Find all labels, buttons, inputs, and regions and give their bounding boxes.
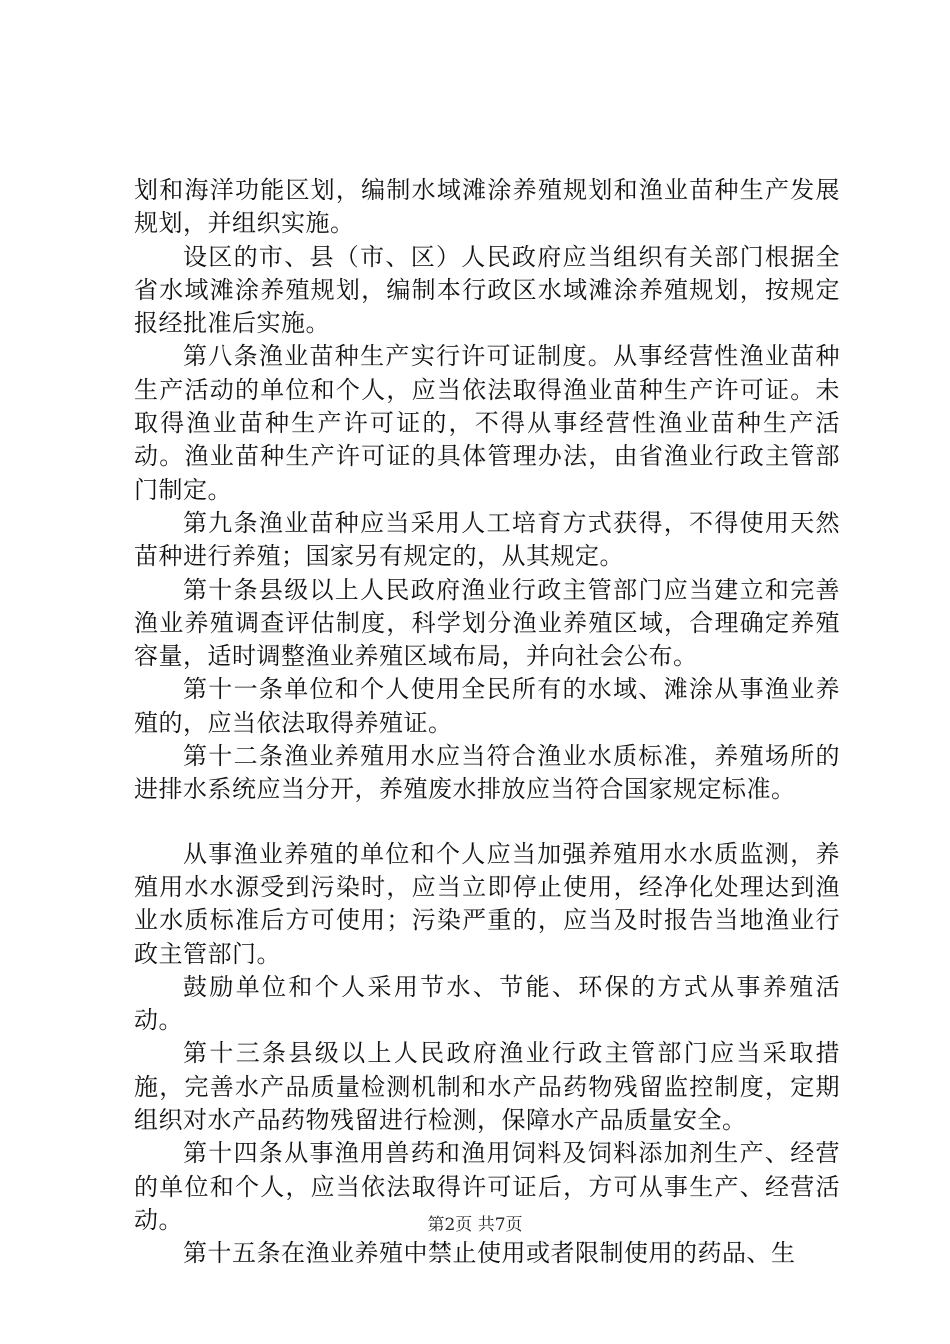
article-11: 第十一条单位和个人使用全民所有的水域、滩涂从事渔业养殖的，应当依法取得养殖证。: [134, 675, 840, 737]
paragraph-gap: [134, 807, 840, 838]
article-14: 第十四条从事渔用兽药和渔用饲料及饲料添加剂生产、经营的单位和个人，应当依法取得许可证后，方可从事生产、经营活动。: [134, 1139, 840, 1234]
paragraph: 设区的市、县（市、区）人民政府应当组织有关部门根据全省水域滩涂养殖规划，编制本行政区水域滩涂养殖规划，按规定报经批准后实施。: [134, 242, 840, 338]
article-9: 第九条渔业苗种应当采用人工培育方式获得，不得使用天然苗种进行养殖；国家另有规定的，从其规定。: [134, 508, 840, 571]
article-10: 第十条县级以上人民政府渔业行政主管部门应当建立和完善渔业养殖调查评估制度，科学划分渔业养殖区域，合理确定养殖容量，适时调整渔业养殖区域布局，并向社会公布。: [134, 575, 840, 671]
article-12: 第十二条渔业养殖用水应当符合渔业水质标准，养殖场所的进排水系统应当分开，养殖废水排放应当符合国家规定标准。: [134, 742, 840, 804]
paragraph: 从事渔业养殖的单位和个人应当加强养殖用水水质监测，养殖用水水源受到污染时，应当立即停止使用，经净化处理达到渔业水质标准后方可使用；污染严重的，应当及时报告当地渔业行政主管部门。: [134, 839, 840, 968]
article-15: 第十五条在渔业养殖中禁止使用或者限制使用的药品、生: [183, 1239, 796, 1268]
article-8: 第八条渔业苗种生产实行许可证制度。从事经营性渔业苗种生产活动的单位和个人，应当依法取得渔业苗种生产许可证。未取得渔业苗种生产许可证的，不得从事经营性渔业苗种生产活动。渔业苗种生产许可证的具体管理办法，由省渔业行政主管部门制定。: [134, 342, 840, 504]
document-body: [134, 174, 840, 1271]
article-13: 第十三条县级以上人民政府渔业行政主管部门应当采取措施，完善水产品质量检测机制和水产品药物残留监控制度，定期组织对水产品药物残留进行检测，保障水产品质量安全。: [134, 1039, 840, 1135]
page-number-footer: 第2页 共7页: [427, 1215, 523, 1235]
paragraph: 鼓励单位和个人采用节水、节能、环保的方式从事养殖活动。: [134, 972, 840, 1035]
paragraph-continuation: 划和海洋功能区划，编制水域滩涂养殖规划和渔业苗种生产发展规划，并组织实施。: [134, 176, 840, 238]
